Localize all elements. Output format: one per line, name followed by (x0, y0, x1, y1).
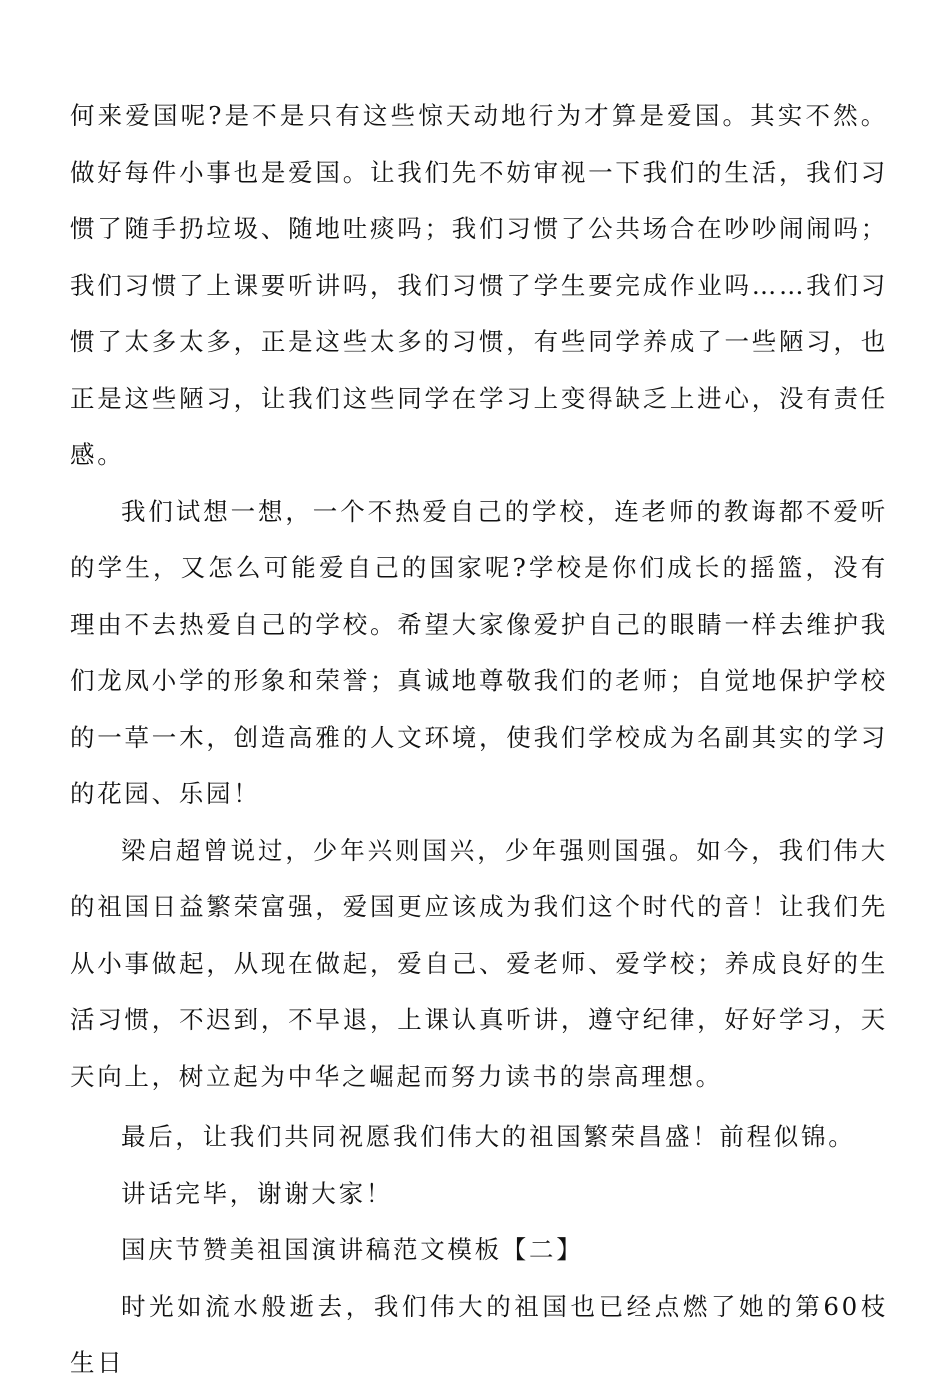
document-page (70, 88, 888, 1392)
paragraph-4: 时光如流水般逝去，我们伟大的祖国也已经点燃了她的第60枝生日 (70, 1291, 888, 1377)
paragraph-1: 何来爱国呢?是不是只有这些惊天动地行为才算是爱国。其实不然。做好每件小事也是爱国。让我们先不妨审视一下我们的生活，我们习惯了随手扔垃圾、随地吐痰吗；我们习惯了公共场合在吵吵闹闹吗；我们习惯了上课要听讲吗，我们习惯了学生要完成作业吗……我们习惯了太多太多，正是这些太多的习惯，有些同学养成了一些陋习，也正是这些陋习，让我们这些同学在学习上变得缺乏上进心，没有责任感。 (70, 101, 888, 469)
paragraph-closing-wish: 最后，让我们共同祝愿我们伟大的祖国繁荣昌盛！前程似锦。 (121, 1122, 856, 1151)
paragraph-3: 梁启超曾说过，少年兴则国兴，少年强则国强。如今，我们伟大的祖国日益繁荣富强，爱国更应该成为我们这个时代的音！让我们先从小事做起，从现在做起，爱自己、爱老师、爱学校；养成良好的生活习惯，不迟到，不早退，上课认真听讲，遵守纪律，好好学习，天天向上，树立起为中华之崛起而努力读书的崇高理想。 (70, 835, 888, 1091)
section-heading: 国庆节赞美祖国演讲稿范文模板【二】 (121, 1235, 584, 1264)
paragraph-2: 我们试想一想，一个不热爱自己的学校，连老师的教诲都不爱听的学生，又怎么可能爱自己的国家呢?学校是你们成长的摇篮，没有理由不去热爱自己的学校。希望大家像爱护自己的眼睛一样去维护我们龙凤小学的形象和荣誉；真诚地尊敬我们的老师；自觉地保护学校的一草一木，创造高雅的人文环境，使我们学校成为名副其实的学习的花园、乐园！ (70, 496, 888, 808)
paragraph-thanks: 讲话完毕，谢谢大家！ (121, 1178, 393, 1208)
